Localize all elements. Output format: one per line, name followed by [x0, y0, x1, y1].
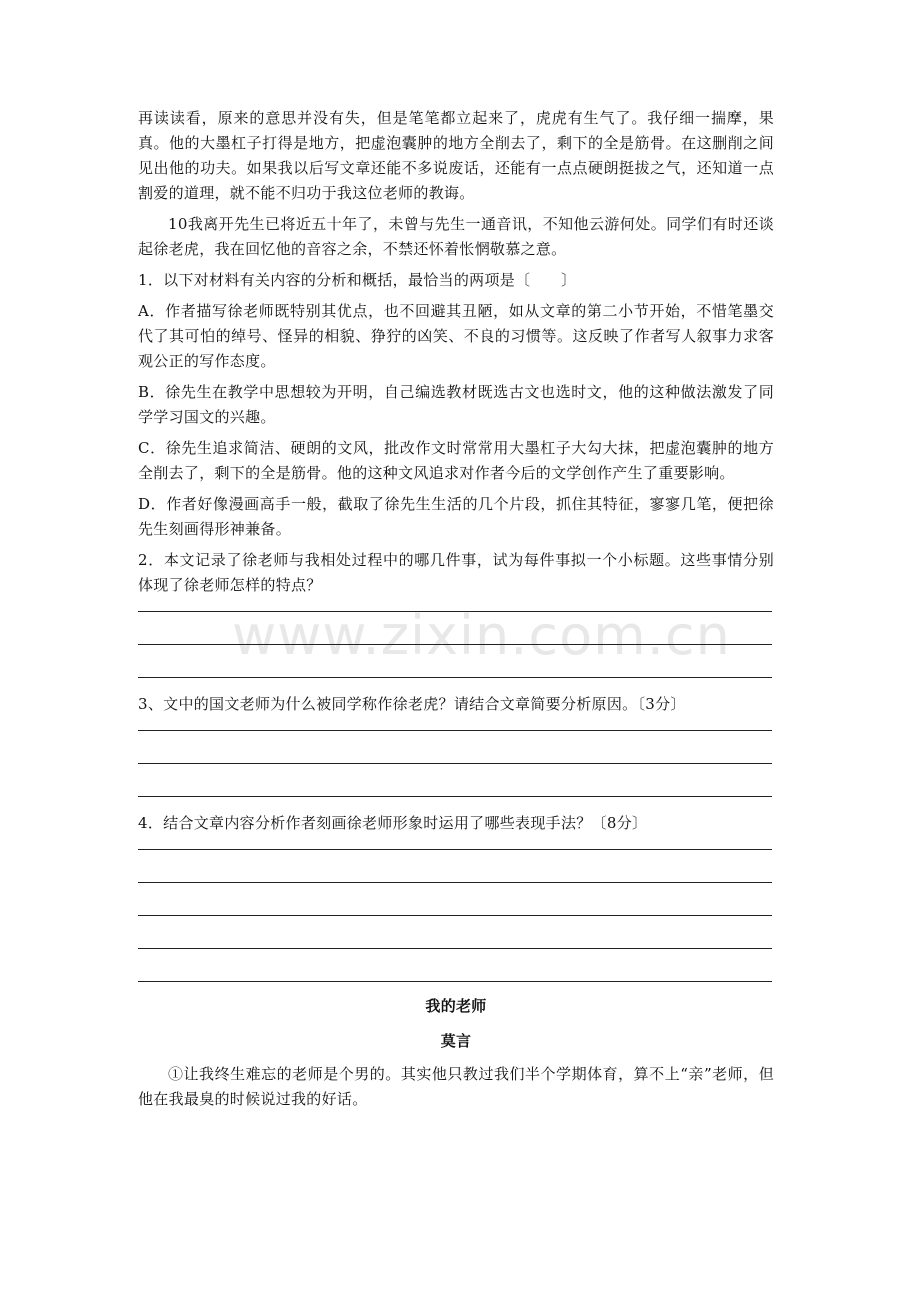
article-author: 莫言 — [440, 1032, 472, 1050]
question-3-stem: 3、文中的国文老师为什么被同学称作徐老虎？请结合文章简要分析原因。〔3分〕 — [138, 695, 686, 713]
answer-line — [138, 677, 772, 678]
document-page — [138, 106, 774, 1112]
answer-line — [138, 849, 772, 850]
answer-line — [138, 644, 772, 645]
answer-line — [138, 915, 772, 916]
answer-line — [138, 948, 772, 949]
answer-line — [138, 882, 772, 883]
watermark: www.zixin.com.cn — [232, 604, 731, 667]
question-1-stem: 1．以下对材料有关内容的分析和概括，最恰当的两项是〔 〕 — [138, 271, 577, 289]
question-2-stem: 2．本文记录了徐老师与我相处过程中的哪几件事，试为每件事拟一个小标题。这些事情分别体现了徐老师怎样的特点？ — [138, 551, 774, 594]
article-paragraph-1: ①让我终生难忘的老师是个男的。其实他只教过我们半个学期体育，算不上“亲”老师，但他在我最臭的时候说过我的好话。 — [138, 1065, 774, 1108]
answer-line — [138, 763, 772, 764]
question-1-option-c: C．徐先生追求简洁、硬朗的文风，批改作文时常常用大墨杠子大勾大抹，把虚泡囊肿的地方全削去了，剩下的全是筋骨。他的这种文风追求对作者今后的文学创作产生了重要影响。 — [138, 439, 774, 482]
passage-paragraph-1: 再读读看，原来的意思并没有失，但是笔笔都立起来了，虎虎有生气了。我仔细一揣摩，果真。他的大墨杠子打得是地方，把虚泡囊肿的地方全削去了，剩下的全是筋骨。在这删削之间见出他的功夫。如果我以后写文章还能不多说废话，还能有一点点硬朗挺拔之气，还知道一点割爱的道理，就不能不归功于我这位老师的教诲。 — [138, 109, 774, 202]
question-4-stem: 4．结合文章内容分析作者刻画徐老师形象时运用了哪些表现手法？〔8分〕 — [138, 814, 648, 832]
question-1-option-b: B．徐先生在教学中思想较为开明，自己编选教材既选古文也选时文，他的这种做法激发了同学学习国文的兴趣。 — [138, 383, 774, 426]
question-1-option-a: A．作者描写徐老师既特别其优点，也不回避其丑陋，如从文章的第二小节开始，不惜笔墨交代了其可怕的绰号、怪异的相貌、狰狞的凶笑、不良的习惯等。这反映了作者写人叙事力求客观公正的写作态度。 — [138, 302, 774, 370]
answer-line — [138, 730, 772, 731]
article-title: 我的老师 — [425, 997, 487, 1015]
passage-paragraph-10: 10我离开先生已将近五十年了，未曾与先生一通音讯，不知他云游何处。同学们有时还谈起徐老虎，我在回忆他的音容之余，不禁还怀着怅惘敬慕之意。 — [138, 215, 774, 258]
question-3-answer-lines — [138, 730, 774, 797]
question-1-option-d: D．作者好像漫画高手一般，截取了徐先生生活的几个片段，抓住其特征，寥寥几笔，便把徐先生刻画得形神兼备。 — [138, 495, 774, 538]
answer-line — [138, 611, 772, 612]
question-4-answer-lines — [138, 849, 774, 982]
answer-line — [138, 981, 772, 982]
question-2-answer-lines — [138, 611, 774, 678]
answer-line — [138, 796, 772, 797]
